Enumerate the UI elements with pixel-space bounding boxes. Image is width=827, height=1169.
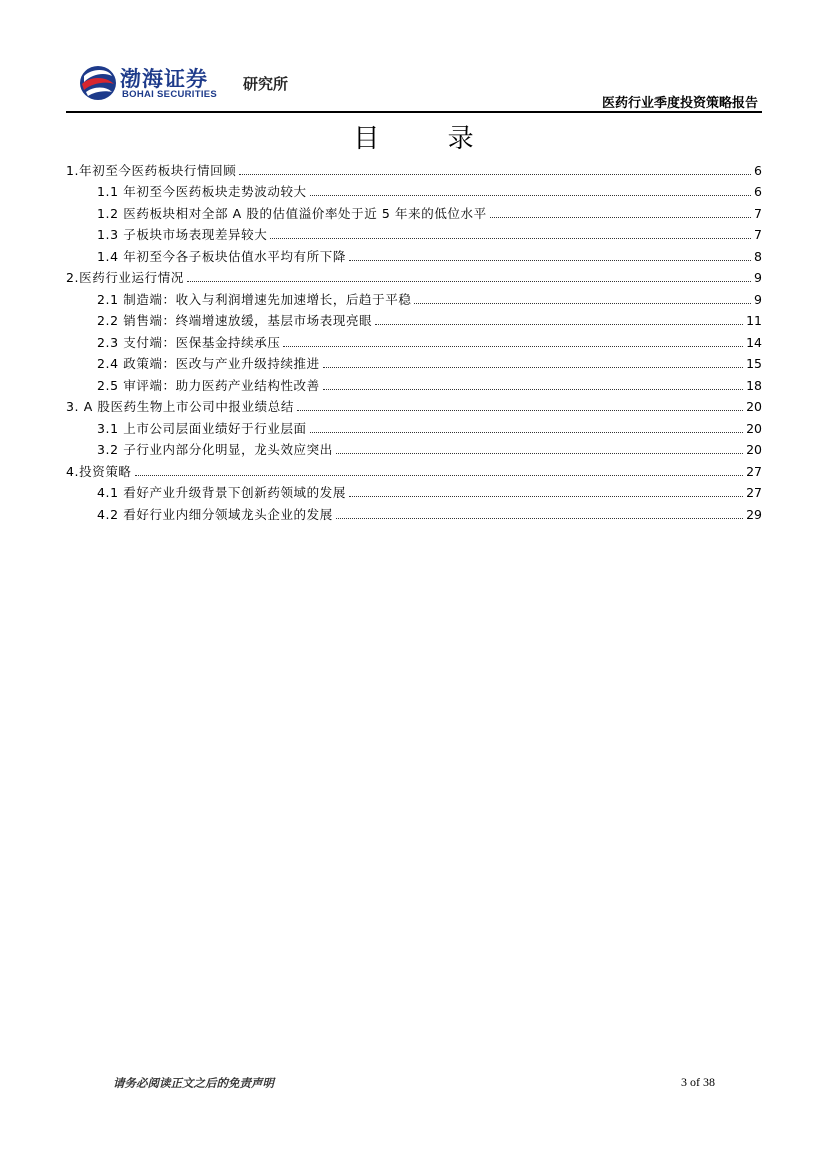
toc-entry-page: 27 [746,463,762,479]
toc-entry-label: 2.1 制造端：收入与利润增速先加速增长，后趋于平稳 [97,291,412,307]
toc-entry-label: 1.2 医药板块相对全部 A 股的估值溢价率处于近 5 年来的低位水平 [97,205,487,221]
toc-dot-leader [310,431,743,433]
page-number: 3 of 38 [681,1075,715,1089]
toc-dot-leader [414,302,751,304]
toc-entry[interactable] [66,437,762,459]
toc-entry-label: 2.4 政策端：医改与产业升级持续推进 [97,356,320,371]
toc-dot-leader [270,237,751,239]
page-header [66,60,762,114]
toc-entry-label: 2.医药行业运行情况 [66,270,184,285]
toc-entry[interactable] [66,179,762,201]
toc-entry[interactable] [66,372,762,394]
toc-entry-label: 3. A 股医药生物上市公司中报业绩总结 [66,399,294,414]
toc-entry-page: 18 [746,377,762,393]
toc-entry-label: 2.2 销售端：终端增速放缓，基层市场表现亮眼 [97,313,373,328]
toc-entry-page: 14 [746,334,762,350]
toc-entry-label: 4.1 看好产业升级背景下创新药领域的发展 [97,485,346,500]
toc-entry[interactable] [66,308,762,330]
logo-chinese-name: 渤海证券 [120,66,208,91]
company-logo [78,60,298,106]
toc-entry[interactable] [66,351,762,373]
toc-entry[interactable] [66,265,762,287]
toc-entry[interactable] [66,243,762,265]
toc-entry-page: 6 [754,162,762,178]
toc-dot-leader [375,323,743,325]
toc-dot-leader [323,388,743,390]
toc-dot-leader [135,474,744,476]
toc-dot-leader [187,280,751,282]
report-title: 医药行业季度投资策略报告 [601,96,758,111]
toc-entry-label: 3.2 子行业内部分化明显，龙头效应突出 [97,442,333,457]
toc-entry-page: 9 [754,291,762,307]
toc-dot-leader [490,216,751,218]
toc-dot-leader [283,345,743,347]
logo-english-name: BOHAI SECURITIES [122,89,218,100]
toc-entry-page: 6 [754,184,762,199]
toc-entry-label: 1.年初至今医药板块行情回顾 [66,162,237,178]
toc-entry[interactable] [66,200,762,222]
toc-entry-page: 11 [746,313,762,328]
bohai-logo-icon [78,62,118,102]
header-divider [66,111,762,113]
toc-dot-leader [349,495,743,497]
toc-dot-leader [336,517,743,519]
toc-entry[interactable] [66,394,762,416]
toc-entry[interactable] [66,415,762,437]
toc-entry-label: 3.1 上市公司层面业绩好于行业层面 [97,420,307,436]
toc-dot-leader [323,366,743,368]
toc-entry-page: 20 [746,399,762,414]
toc-entry-page: 20 [746,420,762,436]
toc-entry-page: 7 [754,205,762,221]
institute-label: 研究所 [243,75,289,93]
toc-entry-page: 20 [746,442,762,457]
toc-dot-leader [336,452,743,454]
toc-entry-label: 2.5 审评端：助力医药产业结构性改善 [97,377,320,393]
table-of-contents [66,157,762,523]
toc-entry-label: 1.4 年初至今各子板块估值水平均有所下降 [97,248,346,264]
toc-entry-label: 4.投资策略 [66,463,132,479]
toc-entry-page: 7 [754,227,762,242]
toc-entry[interactable] [66,157,762,179]
toc-entry-label: 2.3 支付端：医保基金持续承压 [97,334,281,350]
toc-entry[interactable] [66,458,762,480]
disclaimer-note: 请务必阅读正文之后的免责声明 [113,1076,274,1090]
toc-entry-page: 15 [746,356,762,371]
toc-dot-leader [310,194,751,196]
toc-title: 目 录 [353,124,504,154]
toc-entry[interactable] [66,286,762,308]
toc-dot-leader [239,173,751,175]
toc-entry[interactable] [66,222,762,244]
toc-entry-label: 1.3 子板块市场表现差异较大 [97,227,268,242]
toc-entry[interactable] [66,480,762,502]
toc-entry-label: 4.2 看好行业内细分领域龙头企业的发展 [97,506,333,522]
toc-entry[interactable] [66,329,762,351]
toc-entry-page: 9 [754,270,762,285]
toc-dot-leader [297,409,743,411]
toc-entry-page: 8 [754,248,762,264]
toc-entry-page: 29 [746,506,762,522]
toc-entry-page: 27 [746,485,762,500]
toc-dot-leader [349,259,751,261]
toc-entry-label: 1.1 年初至今医药板块走势波动较大 [97,184,307,199]
toc-entry[interactable] [66,501,762,523]
